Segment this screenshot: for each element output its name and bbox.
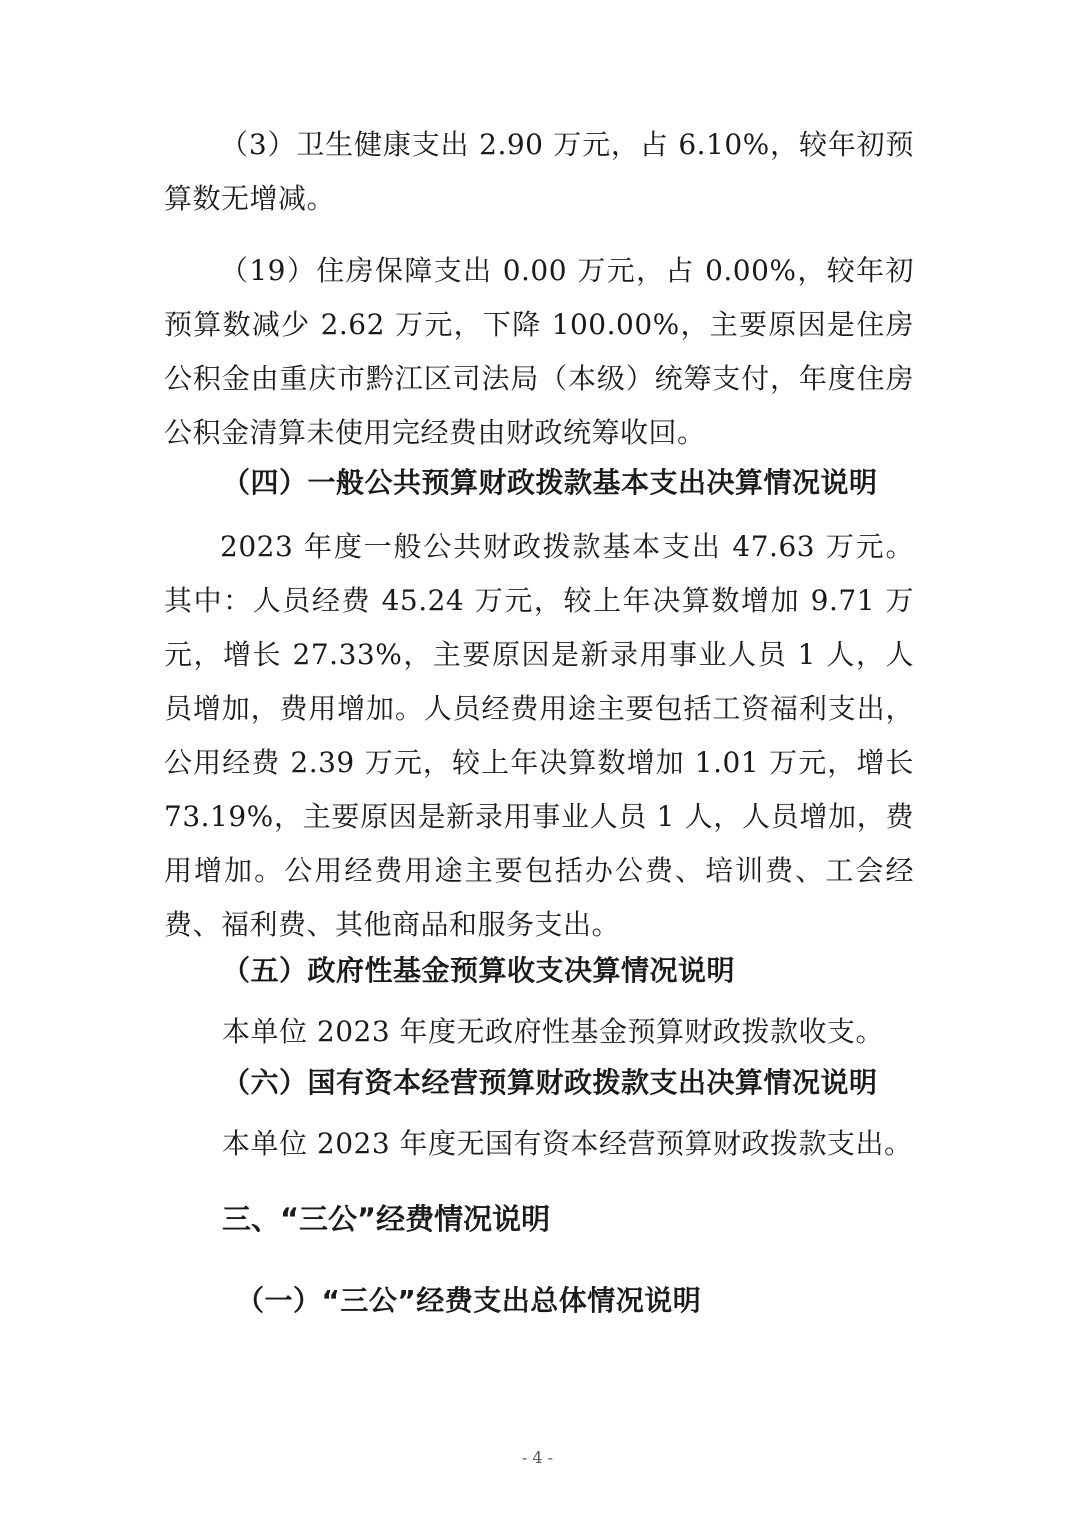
paragraph-state-capital: 本单位 2023 年度无国有资本经营预算财政拨款支出。 <box>222 1127 913 1160</box>
heading-basic-expenditure: （四）一般公共预算财政拨款基本支出决算情况说明 <box>222 466 878 499</box>
heading-three-public-overall: （一）“三公”经费支出总体情况说明 <box>236 1284 702 1317</box>
section-title-three-public: 三、“三公”经费情况说明 <box>222 1202 551 1236</box>
heading-state-capital: （六）国有资本经营预算财政拨款支出决算情况说明 <box>222 1066 878 1099</box>
paragraph-health-expenditure: （3）卫生健康支出 2.90 万元，占 6.10%，较年初预算数无增减。 <box>164 128 914 215</box>
heading-government-fund: （五）政府性基金预算收支决算情况说明 <box>222 954 736 987</box>
page-number: - 4 - <box>521 1448 554 1467</box>
paragraph-housing-expenditure: （19）住房保障支出 0.00 万元，占 0.00%，较年初预算数减少 2.62 万元，下降 100.00%，主要原因是住房公积金由重庆市黔江区司法局（本级）统筹支付，年度住房公积金清算未使用完经费由财政统筹收回。 <box>164 254 914 449</box>
paragraph-basic-expenditure: 2023 年度一般公共财政拨款基本支出 47.63 万元。其中：人员经费 45.24 万元，较上年决算数增加 9.71 万元，增长 27.33%，主要原因是新录用事业人员 1 人，人员增加，费用增加。人员经费用途主要包括工资福利支出，公用经费 2.39 万元，较上年决算数增加 1.01 万元，增长 73.19%，主要原因是新录用事业人员 1 人，人员增加，费用增加。公用经费用途主要包括办公费、培训费、工会经费、福利费、其他商品和服务支出。 <box>164 530 914 941</box>
paragraph-government-fund: 本单位 2023 年度无政府性基金预算财政拨款收支。 <box>222 1015 885 1048</box>
